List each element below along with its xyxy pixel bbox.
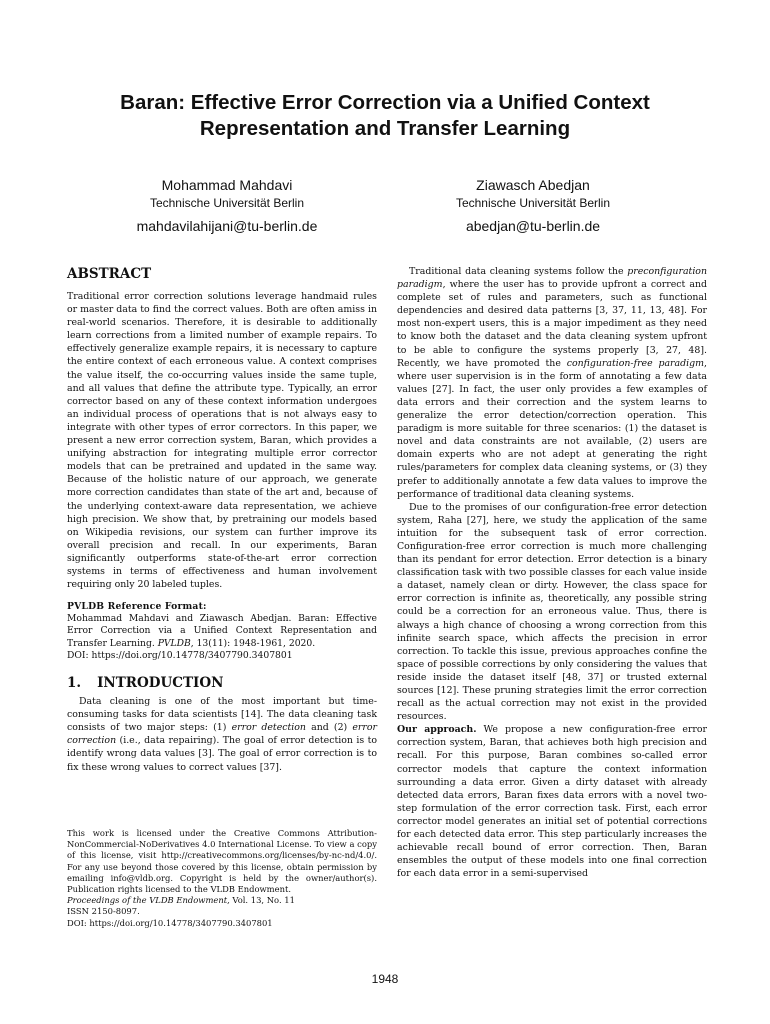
author-block-2	[383, 176, 683, 235]
paragraph-raha: Due to the promises of our configuration-free error detection system, Raha [27], here, we study the application of the same intuition for the subsequent task of error correction. Configuration-free error correction is much more challenging than its pendant for error detection. Error detection is a binary classification task with two possible classes for each value inside a dataset, namely clean or dirty. However, the class space for error correction is infinite as, theoretically, any possible string could be a correction for an erroneous value. Thus, there is always a high chance of choosing a wrong correction from this infinite search space, which affects the precision in error correction. To tackle this issue, previous approaches confine the space of possible corrections by only considering the values that reside inside the dataset itself [48, 37] or trusted external sources [12]. These pruning strategies limit the error correction recall as the actual correction may not exist in the provided resources.	[397, 501, 707, 723]
issn-line: ISSN 2150-8097.	[67, 906, 140, 917]
page-number: 1948	[371, 972, 399, 986]
author-affiliation: Technische Universität Berlin	[149, 196, 305, 210]
author-affiliation: Technische Universität Berlin	[455, 196, 611, 210]
our-approach-lead: Our approach.	[397, 724, 477, 736]
author-block-1	[77, 176, 377, 235]
license-footnote	[67, 828, 377, 929]
author-name: Mohammad Mahdavi	[161, 177, 293, 193]
abstract-text: Traditional error correction solutions leverage handmaid rules or master data to find the correct values. Both are often amiss in real-world scenarios. Therefore, it is desirable to additionally learn corrections from a limited number of example repairs. To effectively generalize example repairs, it is necessary to capture the entire context of each erroneous value. A context comprises the value itself, the co-occurring values inside the same tuple, and all values that define the attribute type. Typically, an error corrector based on any of these context information undergoes an individual process of operations that is not always easy to integrate with other types of error correctors. In this paper, we present a new error correction system, Baran, which provides a unifying abstraction for integrating multiple error corrector models that can be pretrained and updated in the same way. Because of the holistic nature of our approach, we generate more correction candidates than state of the art and, because of the underlying context-aware data representation, we achieve high precision. We show that, by pretraining our models based on Wikipedia revisions, our system can further improve its overall precision and recall. In our experiments, Baran significantly outperforms state-of-the-art error correction systems in terms of effectiveness and human involvement requiring only 20 labeled tuples.	[67, 291, 377, 591]
section-number: 1.	[67, 675, 82, 692]
citation-details: , 13(11): 1948-1961, 2020.	[190, 637, 316, 649]
paper-title: Baran: Effective Error Correction via a Unified Context Representation and Transfer Learning	[120, 91, 650, 140]
reference-format-heading: PVLDB Reference Format:	[67, 601, 207, 613]
reference-format-citation	[67, 613, 377, 662]
citation-doi: DOI: https://doi.org/10.14778/3407790.3407801	[67, 649, 293, 661]
author-name: Ziawasch Abedjan	[476, 177, 590, 193]
proceedings-line: Proceedings of the VLDB Endowment, Vol. 13, No. 11	[67, 895, 295, 906]
abstract-heading: ABSTRACT	[67, 266, 152, 282]
intro-paragraph: Data cleaning is one of the most important but time-consuming tasks for data scientists [14]. The data cleaning task consists of two major steps: (1) error detection and (2) error correction (i.e., data repairing). The goal of error detection is to identify wrong data values [3]. The goal of error correction is to fix these wrong values to correct values [37].	[67, 696, 377, 773]
left-column	[67, 265, 377, 774]
author-email: mahdavilahijani@tu-berlin.de	[136, 218, 318, 234]
intro-heading	[67, 674, 377, 692]
license-text: This work is licensed under the Creative Commons Attribution-NonCommercial-NoDerivatives 4.0 International License. To view a copy of this license, visit http://creativecommons.org/licenses/by-nc-nd/4.0/. For any use beyond those covered by this license, obtain permission by emailing info@vldb.org. Copyright is held by the owner/author(s). Publication rights licensed to the VLDB Endowment.	[67, 828, 377, 895]
author-email: abedjan@tu-berlin.de	[465, 218, 601, 234]
citation-venue: PVLDB	[157, 637, 191, 649]
paragraph-our-approach: Our approach. We propose a new configuration-free error correction system, Baran, that achieves both high precision and recall. For this purpose, Baran combines so-called error corrector models that capture the context information surrounding a data error. Given a dirty dataset with already detected data errors, Baran fixes data errors with a novel two-step formulation of the error correction task. First, each error corrector model generates an initial set of potential corrections for each detected data error. This step particularly increases the achievable recall bound of error correction. Then, Baran ensembles the output of these models into one final correction for each data error in a semi-supervised	[397, 724, 707, 880]
section-title: INTRODUCTION	[97, 675, 224, 692]
paragraph-preconfiguration: Traditional data cleaning systems follow the preconfiguration paradigm, where the user has to provide upfront a correct and complete set of rules and parameters, such as functional dependencies and desired data patterns [3, 37, 11, 13, 48]. For most non-expert users, this is a major impediment as they need to know both the dataset and the data cleaning system upfront to be able to configure the systems properly [3, 27, 48]. Recently, we have promoted the configuration-free paradigm, where user supervision is in the form of annotating a few data values [27]. In fact, the user only provides a few examples of data errors and their correction and the system learns to generalize the error detection/correction operation. This paradigm is more suitable for three scenarios: (1) the dataset is novel and data constraints are not available, (2) users are domain experts who are not adept at generating the right rules/parameters for complex data cleaning systems, or (3) they prefer to additionally annotate a few data values to improve the performance of traditional data cleaning systems.	[397, 266, 707, 500]
license-doi: DOI: https://doi.org/10.14778/3407790.3407801	[67, 917, 273, 928]
citation-text: Mohammad Mahdavi and Ziawasch Abedjan. Baran: Effective Error Correction via a Unified Context Representation and Transfer Learning.	[67, 613, 377, 649]
right-column	[397, 265, 707, 880]
